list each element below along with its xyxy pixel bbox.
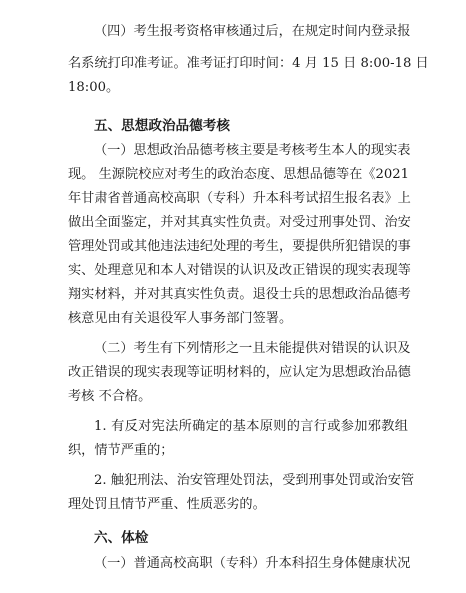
list-item-line: 2. 触犯刑法、治安管理处罚法，受到刑事处罚或治安管 bbox=[94, 473, 415, 488]
section-heading: 五、思想政治品德考核 bbox=[94, 118, 230, 134]
paragraph-line: 改正错误的现实表现等证明材料的，应认定为思想政治品德 bbox=[68, 365, 411, 380]
paragraph-line: 年甘肃省普通高校高职（专科）升本科考试招生报名表》上 bbox=[68, 191, 411, 206]
paragraph-line: （四）考生报考资格审核通过后，在规定时间内登录报 bbox=[94, 24, 411, 39]
paragraph-line: 18:00。 bbox=[68, 80, 120, 95]
paragraph-line: 名系统打印准考证。准考证打印时间：4 月 15 日 8:00-18 日 bbox=[68, 56, 429, 71]
paragraph-line: 考核 不合格。 bbox=[68, 389, 152, 404]
list-item-line: 织，情节严重的； bbox=[68, 443, 174, 458]
list-item-line: 理处罚且情节严重、性质恶劣的。 bbox=[68, 497, 266, 512]
paragraph-line: （一）普通高校高职（专科）升本科招生身体健康状况 bbox=[94, 556, 411, 571]
section-heading: 六、体检 bbox=[94, 530, 149, 546]
list-item-line: 1. 有反对宪法所确定的基本原则的言行或参加邪教组 bbox=[94, 419, 408, 434]
paragraph-line: 现。 生源院校应对考生的政治态度、思想品德等在《2021 bbox=[68, 167, 410, 182]
paragraph-line: 做出全面鉴定，并对其真实性负责。对受过刑事处罚、治安 bbox=[68, 215, 411, 230]
paragraph-line: （二）考生有下列情形之一且未能提供对错误的认识及 bbox=[94, 341, 411, 356]
paragraph-line: 管理处罚或其他违法违纪处理的考生，要提供所犯错误的事 bbox=[68, 239, 411, 254]
paragraph-line: 翔实材料，并对其真实性负责。退役士兵的思想政治品德考 bbox=[68, 287, 411, 302]
paragraph-line: 核意见由有关退役军人事务部门签署。 bbox=[68, 311, 293, 326]
paragraph-line: （一）思想政治品德考核主要是考核考生本人的现实表 bbox=[94, 143, 411, 158]
paragraph-line: 实、处理意见和本人对错误的认识及改正错误的现实表现等 bbox=[68, 263, 411, 278]
